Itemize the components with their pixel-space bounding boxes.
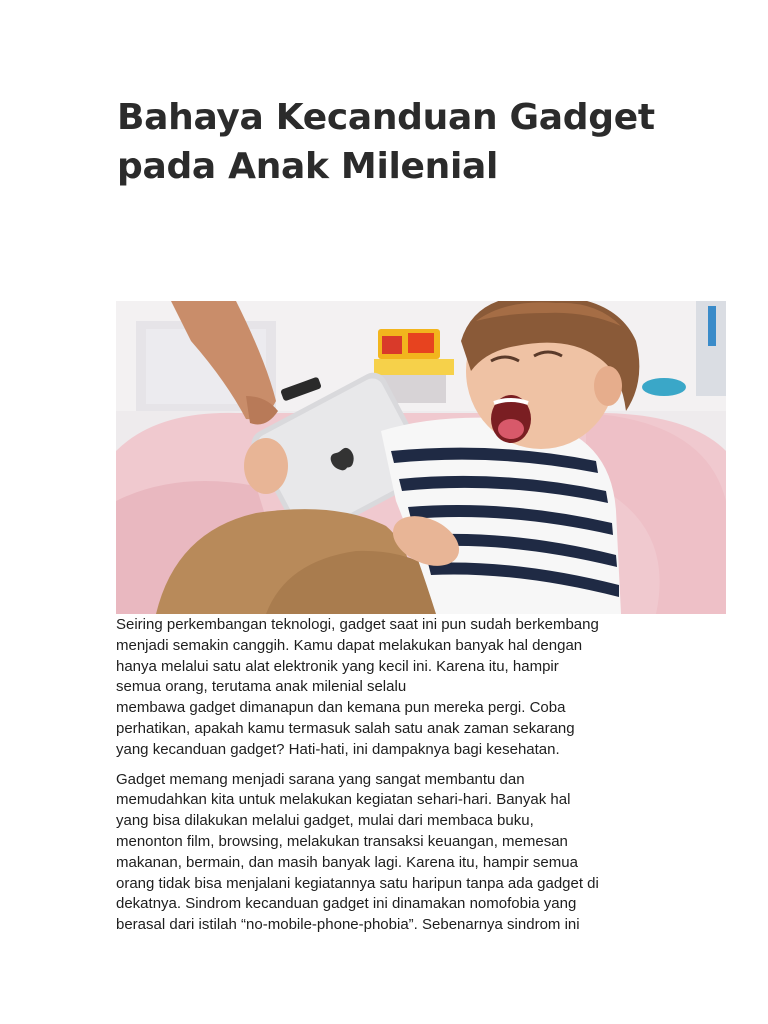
text-line: makanan, bermain, dan masih banyak lagi. Karena itu, hampir semua [116, 853, 578, 871]
article-title-line: pada Anak Milenial [117, 146, 499, 187]
text-line: orang tidak bisa menjalani kegiatannya satu haripun tanpa ada gadget di [116, 874, 599, 892]
text-line: menonton film, browsing, melakukan transaksi keuangan, memesan [116, 832, 568, 850]
text-line: perhatikan, apakah kamu termasuk salah satu anak zaman sekarang [116, 719, 575, 737]
text-line: hanya melalui satu alat elektronik yang kecil ini. Karena itu, hampir [116, 657, 559, 675]
text-line: menjadi semakin canggih. Kamu dapat melakukan banyak hal dengan [116, 636, 583, 654]
photo-illustration [116, 301, 726, 614]
text-line: semua orang, terutama anak milenial selalu [116, 678, 407, 696]
paragraph-2 [116, 770, 656, 936]
text-line: yang kecanduan gadget? Hati-hati, ini dampaknya bagi kesehatan. [116, 740, 560, 758]
text-line: Gadget memang menjadi sarana yang sangat membantu dan [116, 770, 525, 788]
article-title-line: Bahaya Kecanduan Gadget [117, 97, 655, 138]
text-line: yang bisa dilakukan melalui gadget, mulai dari membaca buku, [116, 812, 534, 830]
text-line: Seiring perkembangan teknologi, gadget saat ini pun sudah berkembang [116, 616, 599, 633]
article-title [117, 93, 677, 191]
text-line: membawa gadget dimanapun dan kemana pun mereka pergi. Coba [116, 699, 566, 717]
text-line: dekatnya. Sindrom kecanduan gadget ini dinamakan nomofobia yang [116, 895, 577, 913]
text-line: berasal dari istilah “no-mobile-phone-phobia”. Sebenarnya sindrom ini [116, 916, 580, 934]
paragraph-1 [116, 615, 656, 761]
article-body [116, 615, 656, 936]
article-photo-crying-child-with-tablet [116, 301, 726, 614]
text-line: memudahkan kita untuk melakukan kegiatan sehari-hari. Banyak hal [116, 791, 571, 809]
